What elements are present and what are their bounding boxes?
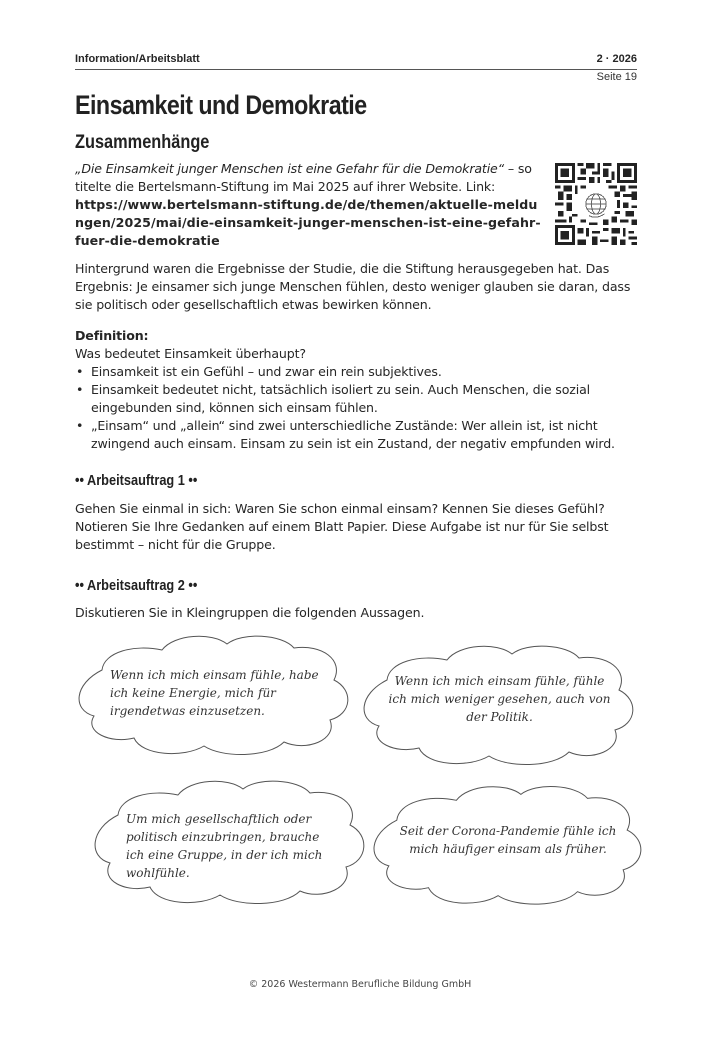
definition-label: Definition: — [75, 328, 149, 343]
task-2-text: Diskutieren Sie in Kleingruppen die folgenden Aussagen. — [75, 605, 425, 620]
list-item: • Einsamkeit ist ein Gefühl – und zwar ein rein subjektives. — [75, 363, 645, 381]
list-item: • „Einsam“ und „allein“ sind zwei unterschiedliche Zustände: Wer allein ist, ist nicht zwingend auch einsam. Einsam zu sein ist ein Zustand, der negativ empfunden wird. — [75, 417, 645, 453]
page-title: Einsamkeit und Demokratie — [75, 90, 367, 120]
task-2-heading: •• Arbeitsauftrag 2 •• — [75, 578, 198, 594]
section-subtitle: Zusammenhänge — [75, 132, 210, 153]
header-category: Information/Arbeitsblatt — [75, 53, 200, 65]
statement-text: Wenn ich mich einsam fühle, fühle ich mich weniger gesehen, auch von der Politik. — [388, 674, 611, 724]
statement-text: Wenn ich mich einsam fühle, habe ich keine Energie, mich für irgendetwas einzusetzen. — [110, 668, 319, 718]
qr-code-graphic — [555, 163, 637, 245]
statement-text: Seit der Corona-Pandemie fühle ich mich häufiger einsam als früher. — [399, 824, 617, 856]
header-issue: 2 · 2026 — [596, 53, 637, 65]
copyright-footer: © 2026 Westermann Berufliche Bildung GmbH — [248, 979, 472, 990]
qr-code-icon[interactable] — [555, 163, 637, 245]
definition-list — [75, 363, 645, 453]
statement-text: Um mich gesellschaftlich oder politisch einzubringen, brauche ich eine Gruppe, in der ich mich wohlfühle. — [126, 812, 323, 880]
definition-question: Was bedeutet Einsamkeit überhaupt? — [75, 346, 306, 361]
definition-section — [75, 327, 645, 453]
statement-cloud-3 — [88, 775, 370, 907]
intro-text: – so titelte die Bertelsmann-Stiftung im Mai 2025 auf ihrer Website. Link: — [75, 161, 532, 194]
task-1-text: Gehen Sie einmal in sich: Waren Sie schon einmal einsam? Kennen Sie dieses Gefühl? Notieren Sie Ihre Gedanken auf einem Blatt Papier. Diese Aufgabe ist nur für Sie selbst bestimmt – nicht für die Gruppe. — [75, 501, 609, 552]
running-header — [75, 53, 637, 70]
background-paragraph: Hintergrund waren die Ergebnisse der Studie, die die Stiftung herausgegeben hat. Das Ergebnis: Je einsamer sich junge Menschen fühlen, desto weniger glauben sie daran, dass sie politisch oder gesellschaftlich etwas bewirken können. — [75, 261, 631, 312]
statement-cloud-4 — [367, 782, 647, 908]
intro-quote: „Die Einsamkeit junger Menschen ist eine Gefahr für die Demokratie“ — [75, 161, 505, 176]
source-link[interactable]: https://www.bertelsmann-stiftung.de/de/themen/aktuelle-meldungen/2025/mai/die-einsamkeit-junger-menschen-ist-eine-gefahr-fuer-die-demokratie — [75, 197, 541, 248]
page-number: Seite 19 — [596, 71, 637, 83]
intro-paragraph — [75, 160, 545, 250]
statement-cloud-2 — [357, 642, 639, 768]
statement-cloud-1 — [72, 632, 354, 758]
task-1-heading: •• Arbeitsauftrag 1 •• — [75, 473, 198, 489]
list-item: • Einsamkeit bedeutet nicht, tatsächlich isoliert zu sein. Auch Menschen, die sozial eingebunden sind, können sich einsam fühlen. — [75, 381, 645, 417]
